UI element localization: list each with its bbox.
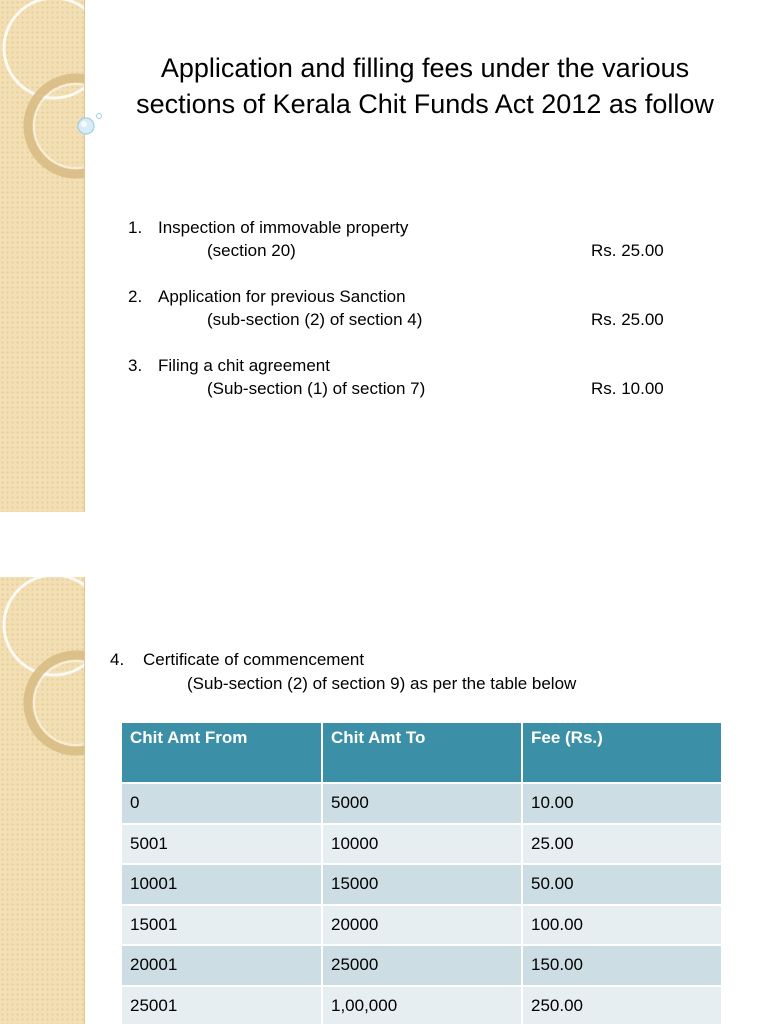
item-number: 4. [110,650,125,669]
item-fee: Rs. 25.00 [591,310,664,329]
title-line-2: sections of Kerala Chit Funds Act 2012 as follow [136,89,714,119]
table-row [122,783,722,824]
item-title: Inspection of immovable property [158,218,409,237]
item-number: 2. [128,287,143,306]
cell-fee: 10.00 [522,783,722,824]
item-fee: Rs. 10.00 [591,379,664,398]
slide-title [95,50,755,122]
table-row [122,905,722,946]
cell-to: 20000 [322,905,522,946]
item-title: Application for previous Sanction [158,287,406,306]
item-fee: Rs. 25.00 [591,241,664,260]
column-header-to: Chit Amt To [322,723,522,783]
cell-fee: 50.00 [522,864,722,905]
fee-item-3 [128,354,688,400]
cell-from: 15001 [122,905,322,946]
decorative-rings-bottom [0,577,84,1024]
fee-table [122,723,723,1024]
item-number: 3. [128,356,143,375]
fee-item-4 [110,648,576,696]
cell-from: 20001 [122,945,322,986]
cell-to: 5000 [322,783,522,824]
cell-from: 0 [122,783,322,824]
fee-item-1 [128,216,688,262]
cell-to: 1,00,000 [322,986,522,1024]
item-section: (Sub-section (1) of section 7) [207,379,426,398]
cell-to: 15000 [322,864,522,905]
cell-from: 5001 [122,824,322,865]
cell-to: 25000 [322,945,522,986]
table-row [122,864,722,905]
table-row [122,986,722,1024]
decorative-rings-top [0,0,84,512]
bubble-highlight [81,121,87,127]
column-header-from: Chit Amt From [122,723,322,783]
cell-fee: 25.00 [522,824,722,865]
item-title: Filing a chit agreement [158,356,330,375]
cell-fee: 100.00 [522,905,722,946]
item-section: (sub-section (2) of section 4) [207,310,423,329]
item-number: 1. [128,218,143,237]
decorative-strip-bottom [0,577,85,1024]
cell-fee: 250.00 [522,986,722,1024]
cell-to: 10000 [322,824,522,865]
fee-item-2 [128,285,688,331]
item-section: (section 20) [207,241,296,260]
item-title: Certificate of commencement [143,650,365,669]
table-row [122,824,722,865]
table-row [122,945,722,986]
cell-from: 10001 [122,864,322,905]
cell-fee: 150.00 [522,945,722,986]
table-header-row [122,723,722,783]
item-section: (Sub-section (2) of section 9) as per the table below [187,674,577,693]
column-header-fee: Fee (Rs.) [522,723,722,783]
decorative-strip-top [0,0,85,512]
cell-from: 25001 [122,986,322,1024]
title-line-1: Application and filling fees under the various [160,53,690,83]
